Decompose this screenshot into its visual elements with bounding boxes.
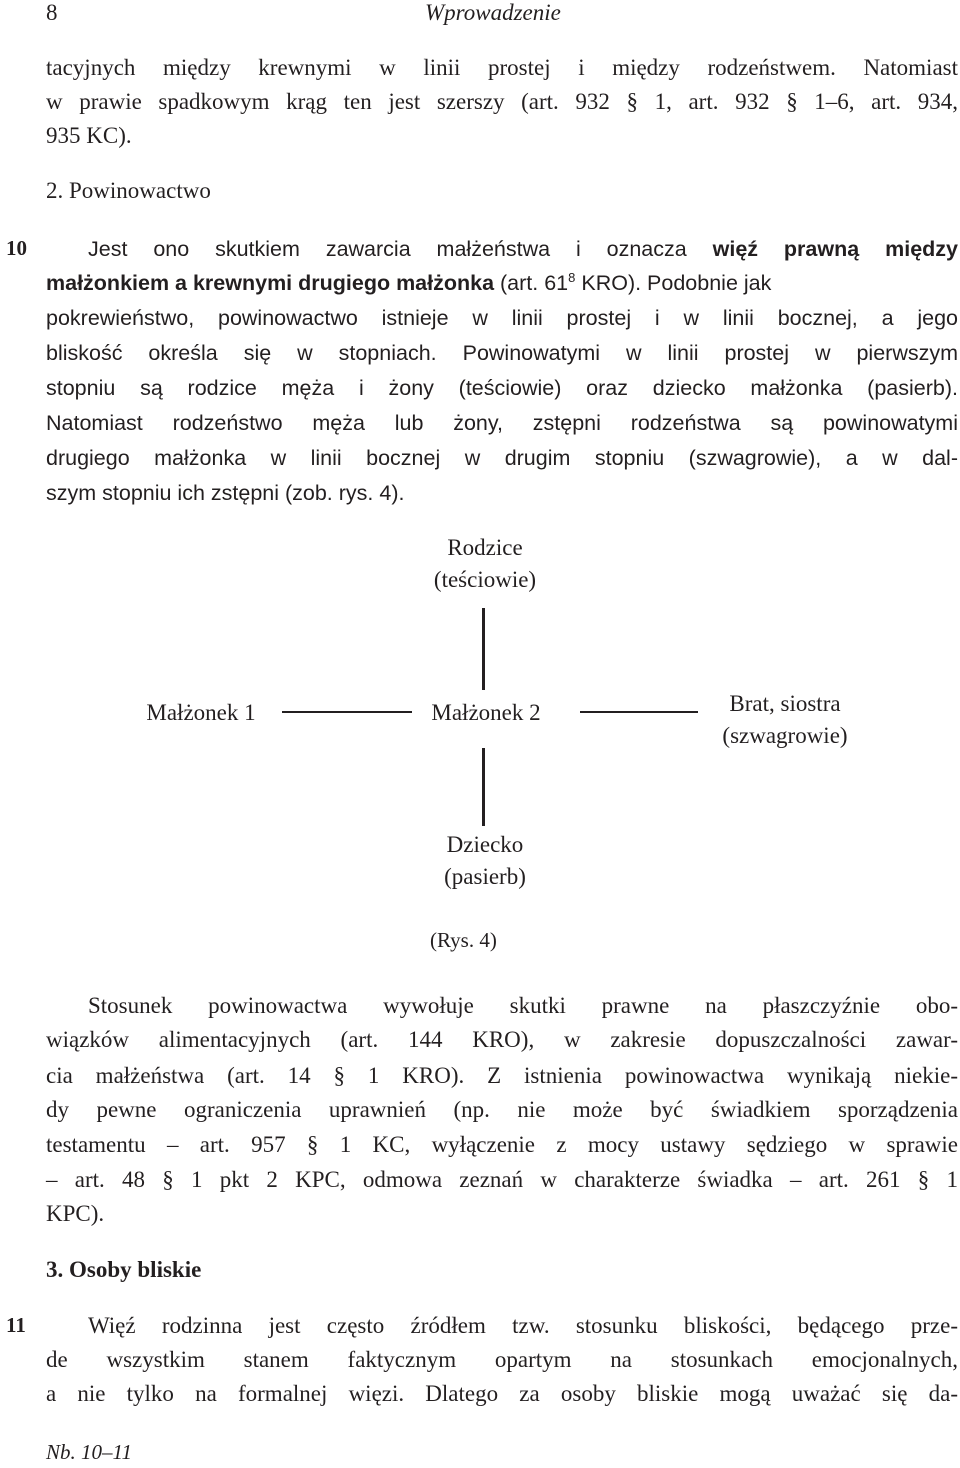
intro-line-2-c: 1–6, art. 934, bbox=[797, 89, 958, 114]
margin-number-11: 11 bbox=[6, 1313, 26, 1337]
section2-line-6: Natomiast rodzeństwo męża lub żony, zstępni rodzeństwa są powinowatymi bbox=[46, 411, 958, 435]
section2b-line-2: wiązków alimentacyjnych (art. 144 KRO), w zakresie dopuszczalności zawar- bbox=[46, 1027, 958, 1052]
diagram-node-child-title: Dziecko bbox=[446, 832, 524, 857]
intro-line-2 bbox=[46, 86, 958, 117]
section2b-line-1: Stosunek powinowactwa wywołuje skutki prawne na płaszczyźnie obo- bbox=[88, 993, 958, 1018]
section2b-line-5: testamentu – art. 957 § 1 KC, wyłączenie z mocy ustawy sędziego w sprawie bbox=[46, 1132, 958, 1157]
section-heading-powinowactwo: 2. Powinowactwo bbox=[46, 178, 211, 203]
diagram-connector-horizontal-right bbox=[580, 711, 698, 713]
section-symbol: § bbox=[786, 89, 798, 114]
section3-line-2: de wszystkim stanem faktycznym opartym na stosunkach emocjonalnych, bbox=[46, 1347, 958, 1372]
section2-line-1-bold: więź prawną między bbox=[712, 237, 958, 261]
diagram-node-child-subtitle: (pasierb) bbox=[444, 864, 526, 889]
diagram-node-parents bbox=[405, 532, 565, 596]
section2-line-1 bbox=[88, 234, 958, 265]
section2b-line-7: KPC). bbox=[46, 1201, 105, 1226]
diagram-node-child bbox=[410, 829, 560, 893]
margin-number-10: 10 bbox=[6, 236, 27, 260]
section2-line-8: szym stopniu ich zstępni (zob. rys. 4). bbox=[46, 481, 405, 505]
section2-line-5: stopniu są rodzice męża i żony (teściowie) oraz dziecko małżonka (pasierb). bbox=[46, 376, 958, 400]
section2-line-2-bold: małżonkiem a krewnymi drugiego małżonka bbox=[46, 271, 495, 295]
diagram-node-spouse-2: Małżonek 2 bbox=[431, 700, 541, 725]
intro-line-1: tacyjnych między krewnymi w linii prostej i między rodzeństwem. Natomiast bbox=[46, 55, 958, 80]
running-head: Wprowadzenie bbox=[425, 0, 561, 25]
page-number: 8 bbox=[46, 0, 58, 25]
section2b-line-4: dy pewne ograniczenia uprawnień (np. nie może być świadkiem sporządzenia bbox=[46, 1097, 958, 1122]
diagram-node-siblings bbox=[700, 688, 870, 752]
diagram-node-spouse-1: Małżonek 1 bbox=[146, 700, 256, 725]
diagram-node-parents-title: Rodzice bbox=[447, 535, 523, 560]
section-symbol: § bbox=[626, 89, 639, 114]
section2-line-7: drugiego małżonka w linii bocznej w drugim stopniu (szwagrowie), a w dal- bbox=[46, 446, 958, 470]
section2b-line-6: – art. 48 § 1 pkt 2 KPC, odmowa zeznań w charakterze świadka – art. 261 § 1 bbox=[46, 1167, 958, 1192]
section2-line-4: bliskość określa się w stopniach. Powinowatymi w linii prostej w pierwszym bbox=[46, 341, 958, 365]
diagram-node-parents-subtitle: (teściowie) bbox=[433, 567, 537, 592]
footer-marginal-range: Nb. 10–11 bbox=[46, 1440, 132, 1464]
section3-line-1: Więź rodzinna jest często źródłem tzw. stosunku bliskości, będącego prze- bbox=[88, 1313, 958, 1338]
diagram-connector-horizontal-left bbox=[282, 711, 412, 713]
section2-line-2-b: KRO). Podobnie jak bbox=[575, 271, 772, 295]
diagram-node-siblings-subtitle: (szwagrowie) bbox=[722, 723, 848, 748]
intro-line-3: 935 KC). bbox=[46, 123, 132, 148]
diagram-connector-vertical-top bbox=[482, 608, 485, 690]
section-heading-osoby-bliskie: 3. Osoby bliskie bbox=[46, 1257, 202, 1282]
superscript-8: 8 bbox=[568, 269, 576, 285]
intro-line-2-a: w prawie spadkowym krąg ten jest szerszy (art. 932 bbox=[46, 89, 627, 114]
section2-line-3: pokrewieństwo, powinowactwo istnieje w linii prostej i w linii bocznej, a jego bbox=[46, 306, 958, 330]
intro-line-2-b: 1, art. 932 bbox=[638, 89, 787, 114]
section2-line-2 bbox=[46, 268, 958, 299]
section2b-line-3: cia małżeństwa (art. 14 § 1 KRO). Z istnienia powinowactwa wynikają niekie- bbox=[46, 1063, 958, 1088]
section3-line-3: a nie tylko na formalnej więzi. Dlatego za osoby bliskie mogą uważać się da- bbox=[46, 1381, 958, 1406]
section2-line-2-a: (art. 61 bbox=[494, 271, 569, 295]
diagram-node-siblings-title: Brat, siostra bbox=[729, 691, 841, 716]
diagram-connector-vertical-bottom bbox=[482, 748, 485, 826]
section2-line-1-a: Jest ono skutkiem zawarcia małżeństwa i oznacza bbox=[88, 237, 713, 261]
figure-caption: (Rys. 4) bbox=[430, 928, 497, 952]
